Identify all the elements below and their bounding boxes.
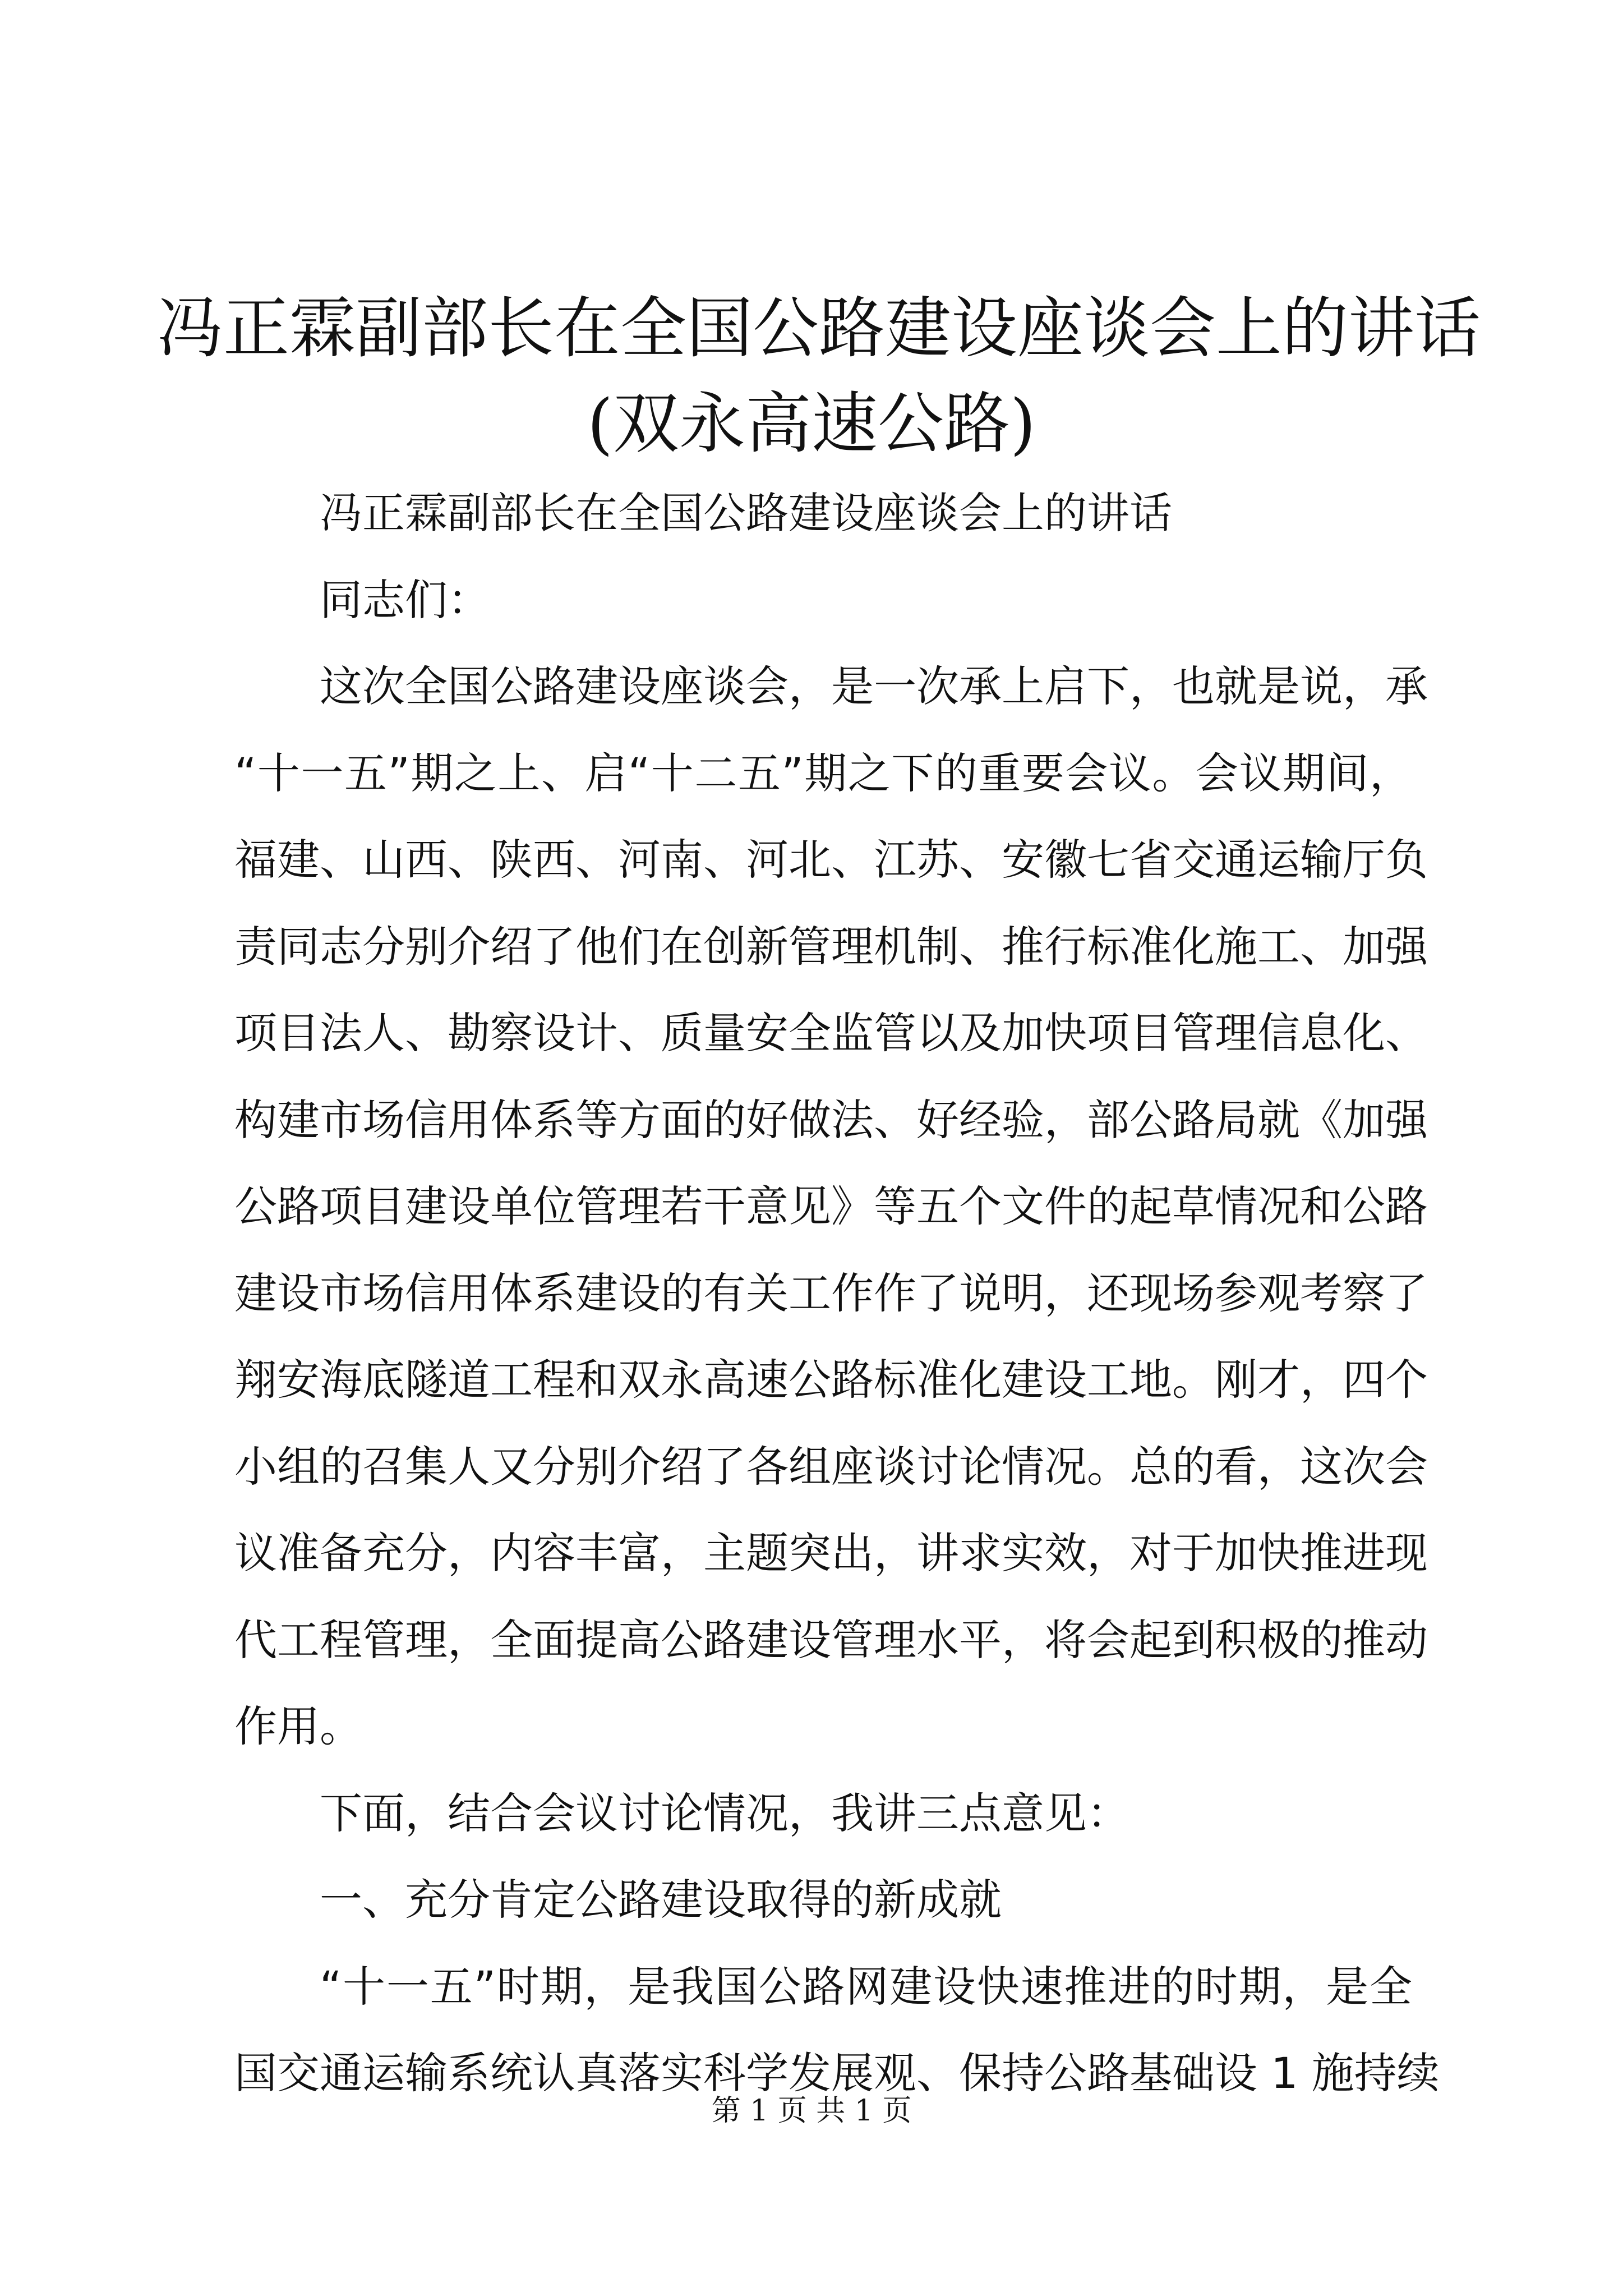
document-body bbox=[234, 470, 1440, 2117]
text-line: 一、充分肯定公路建设取得的新成就 bbox=[320, 1875, 1002, 1925]
text-line: 责同志分别介绍了他们在创新管理机制、推行标准化施工、加强 bbox=[234, 921, 1428, 972]
title-line: 冯正霖副部长在全国公路建设座谈会上的讲话 bbox=[157, 289, 1481, 367]
paragraph bbox=[234, 557, 1412, 644]
paragraph bbox=[234, 643, 1428, 1770]
text-line: 下面，结合会议讨论情况，我讲三点意见： bbox=[320, 1788, 1129, 1838]
text-line: 冯正霖副部长在全国公路建设座谈会上的讲话 bbox=[320, 488, 1172, 538]
text-line: 这次全国公路建设座谈会，是一次承上启下，也就是说，承 bbox=[320, 661, 1428, 711]
document-title bbox=[157, 280, 1481, 471]
text-line: 同志们： bbox=[320, 574, 490, 625]
text-line: 翔安海底隧道工程和双永高速公路标准化建设工地。刚才，四个 bbox=[234, 1355, 1428, 1405]
text-line: 作用。 bbox=[234, 1701, 362, 1751]
paragraph bbox=[234, 470, 1412, 557]
section-heading bbox=[234, 1857, 1412, 1944]
text-line: 公路项目建设单位管理若干意见》等五个文件的起草情况和公路 bbox=[234, 1181, 1428, 1231]
text-line: 议准备充分，内容丰富，主题突出，讲求实效，对于加快推进现 bbox=[234, 1528, 1428, 1578]
text-line: 构建市场信用体系等方面的好做法、好经验，部公路局就《加强 bbox=[234, 1094, 1428, 1145]
title-line: (双永高速公路) bbox=[587, 385, 1036, 462]
text-line: 小组的召集人又分别介绍了各组座谈讨论情况。总的看，这次会 bbox=[234, 1441, 1428, 1492]
text-line: 国交通运输系统认真落实科学发展观、保持公路基础设 1 施持续 bbox=[234, 2048, 1440, 2098]
text-line: “十一五”期之上、启“十二五”期之下的重要会议。会议期间， bbox=[234, 748, 1412, 798]
page-footer: 第 1 页 共 1 页 bbox=[711, 2094, 912, 2128]
text-line: 建设市场信用体系建设的有关工作作了说明，还现场参观考察了 bbox=[234, 1268, 1428, 1318]
text-line: 项目法人、勘察设计、质量安全监管以及加快项目管理信息化、 bbox=[234, 1008, 1428, 1058]
paragraph bbox=[234, 1770, 1412, 1857]
text-line: 福建、山西、陕西、河南、河北、江苏、安徽七省交通运输厅负 bbox=[234, 835, 1428, 885]
text-line: 代工程管理，全面提高公路建设管理水平，将会起到积极的推动 bbox=[234, 1614, 1428, 1665]
text-line: “十一五”时期，是我国公路网建设快速推进的时期，是全 bbox=[320, 1961, 1412, 2012]
